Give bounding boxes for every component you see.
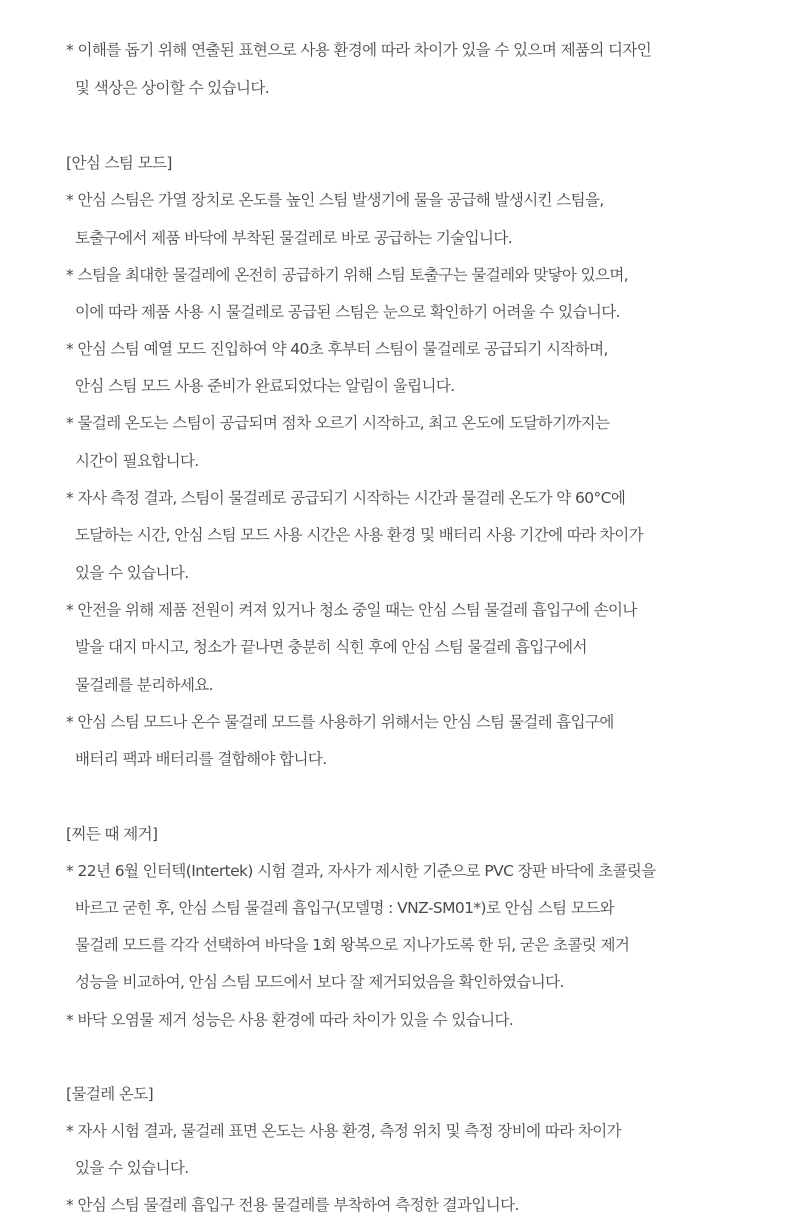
note-line: * 바닥 오염물 제거 성능은 사용 환경에 따라 차이가 있을 수 있습니다.: [66, 1011, 514, 1029]
note-line: 배터리 팩과 배터리를 결합해야 합니다.: [75, 750, 327, 768]
note-line: * 스팀을 최대한 물걸레에 온전히 공급하기 위해 스팀 토출구는 물걸레와 맞닿아 있으며,: [66, 266, 629, 284]
note-line: * 물걸레 온도는 스팀이 공급되며 점차 오르기 시작하고, 최고 온도에 도달하기까지는: [66, 414, 610, 432]
note-line: * 안심 스팀 물걸레 흡입구 전용 물걸레를 부착하여 측정한 결과입니다.: [66, 1196, 519, 1214]
section-heading-steam-mode: [안심 스팀 모드]: [66, 154, 172, 172]
note-line: 시간이 필요합니다.: [75, 452, 199, 470]
note-line: 있을 수 있습니다.: [75, 564, 189, 582]
section-heading-stain-removal: [찌든 때 제거]: [66, 825, 158, 843]
note-line: * 이해를 돕기 위해 연출된 표현으로 사용 환경에 따라 차이가 있을 수 있으며 제품의 디자인: [66, 41, 652, 59]
note-line: 발을 대지 마시고, 청소가 끝나면 충분히 식힌 후에 안심 스팀 물걸레 흡입구에서: [75, 638, 587, 656]
note-line: 및 색상은 상이할 수 있습니다.: [75, 79, 270, 97]
note-line: 성능을 비교하여, 안심 스팀 모드에서 보다 잘 제거되었음을 확인하였습니다.: [75, 973, 564, 991]
note-line: * 자사 측정 결과, 스팀이 물걸레로 공급되기 시작하는 시간과 물걸레 온도가 약 60°C에: [66, 489, 626, 507]
note-line: * 안심 스팀 예열 모드 진입하여 약 40초 후부터 스팀이 물걸레로 공급되기 시작하며,: [66, 340, 608, 358]
note-line: * 안심 스팀은 가열 장치로 온도를 높인 스팀 발생기에 물을 공급해 발생시킨 스팀을,: [66, 191, 604, 209]
note-line: 토출구에서 제품 바닥에 부착된 물걸레로 바로 공급하는 기술입니다.: [75, 229, 513, 247]
note-line: * 자사 시험 결과, 물걸레 표면 온도는 사용 환경, 측정 위치 및 측정 장비에 따라 차이가: [66, 1122, 622, 1140]
note-line: 이에 따라 제품 사용 시 물걸레로 공급된 스팀은 눈으로 확인하기 어려울 수 있습니다.: [75, 303, 620, 321]
note-line: * 안심 스팀 모드나 온수 물걸레 모드를 사용하기 위해서는 안심 스팀 물걸레 흡입구에: [66, 713, 614, 731]
note-line: * 안전을 위해 제품 전원이 켜져 있거나 청소 중일 때는 안심 스팀 물걸레 흡입구에 손이나: [66, 601, 637, 619]
note-line: 물걸레를 분리하세요.: [75, 676, 214, 694]
note-line: 물걸레 모드를 각각 선택하여 바닥을 1회 왕복으로 지나가도록 한 뒤, 굳은 초콜릿 제거: [75, 936, 630, 954]
note-line: * 22년 6월 인터텍(Intertek) 시험 결과, 자사가 제시한 기준으로 PVC 장판 바닥에 초콜릿을: [66, 862, 656, 880]
note-line: 있을 수 있습니다.: [75, 1159, 189, 1177]
note-line: 도달하는 시간, 안심 스팀 모드 사용 시간은 사용 환경 및 배터리 사용 기간에 따라 차이가: [75, 526, 643, 544]
note-line: 바르고 굳힌 후, 안심 스팀 물걸레 흡입구(모델명 : VNZ-SM01*)로 안심 스팀 모드와: [75, 899, 614, 917]
note-line: 안심 스팀 모드 사용 준비가 완료되었다는 알림이 울립니다.: [75, 377, 455, 395]
section-heading-mop-temperature: [물걸레 온도]: [66, 1085, 154, 1103]
